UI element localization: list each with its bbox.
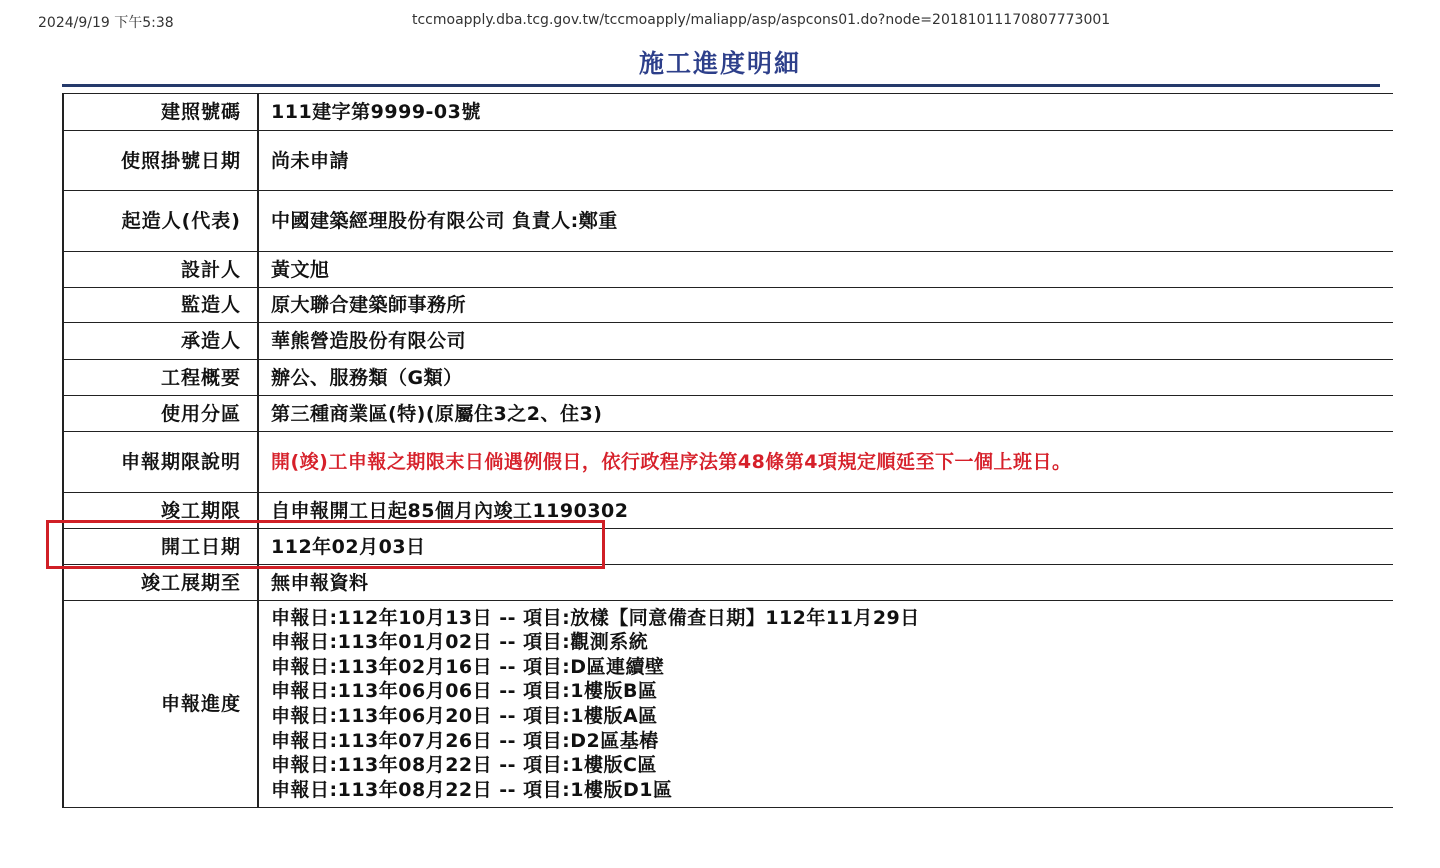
row-label: 使用分區 <box>63 396 258 432</box>
table-row <box>63 396 1393 432</box>
row-label: 工程概要 <box>63 360 258 396</box>
progress-item: 申報日:113年08月22日 -- 項目:1樓版D1區 <box>271 778 673 801</box>
row-value: 華熊營造股份有限公司 <box>258 323 1393 360</box>
page-title: 施工進度明細 <box>638 49 801 78</box>
progress-item: 申報日:113年02月16日 -- 項目:D區連續壁 <box>271 655 665 678</box>
table-row <box>63 601 1393 808</box>
row-label: 起造人(代表) <box>63 191 258 252</box>
progress-item: 申報日:113年08月22日 -- 項目:1樓版C區 <box>271 754 657 777</box>
table-row <box>63 565 1393 601</box>
table-row <box>63 252 1393 288</box>
table-row <box>63 131 1393 191</box>
print-date: 2024/9/19 下午5:38 <box>38 15 174 31</box>
page-url[interactable]: tccmoapply.dba.tcg.gov.tw/tccmoapply/maliapp/asp/aspcons01.do?node=20181011170807773001 <box>412 12 1111 28</box>
detail-table <box>62 93 1393 808</box>
row-label: 開工日期 <box>63 529 258 565</box>
row-value: 111建字第9999-03號 <box>258 94 1393 131</box>
row-value: 黃文旭 <box>258 252 1393 288</box>
row-label: 使照掛號日期 <box>63 131 258 191</box>
row-value: 原大聯合建築師事務所 <box>258 288 1393 323</box>
row-value: 無申報資料 <box>258 565 1393 601</box>
table-row <box>63 323 1393 360</box>
table-row <box>63 360 1393 396</box>
progress-item: 申報日:113年06月06日 -- 項目:1樓版B區 <box>271 680 658 703</box>
row-label: 承造人 <box>63 323 258 360</box>
progress-item: 申報日:113年07月26日 -- 項目:D2區基樁 <box>271 729 659 752</box>
deadline-notice: 開(竣)工申報之期限末日倘遇例假日，依行政程序法第48條第4項規定順延至下一個上班日。 <box>258 432 1393 493</box>
row-value: 尚未申請 <box>258 131 1393 191</box>
table-row <box>63 529 1393 565</box>
progress-item: 申報日:112年10月13日 -- 項目:放樣【同意備查日期】112年11月29日 <box>271 606 920 629</box>
row-label: 建照號碼 <box>63 94 258 131</box>
table-row <box>63 191 1393 252</box>
row-value: 第三種商業區(特)(原屬住3之2、住3) <box>258 396 1393 432</box>
row-value: 辦公、服務類（G類） <box>258 360 1393 396</box>
row-value: 中國建築經理股份有限公司 負責人:鄭重 <box>258 191 1393 252</box>
row-value: 自申報開工日起85個月內竣工1190302 <box>258 493 1393 529</box>
progress-item: 申報日:113年01月02日 -- 項目:觀測系統 <box>271 631 649 654</box>
row-label: 申報進度 <box>63 601 258 808</box>
table-row <box>63 493 1393 529</box>
row-label: 竣工期限 <box>63 493 258 529</box>
start-date-value: 112年02月03日 <box>258 529 1393 565</box>
table-row <box>63 432 1393 493</box>
row-label: 竣工展期至 <box>63 565 258 601</box>
table-row <box>63 94 1393 131</box>
progress-list <box>258 601 1393 808</box>
row-label: 設計人 <box>63 252 258 288</box>
title-divider <box>62 84 1380 87</box>
table-row <box>63 288 1393 323</box>
row-label: 申報期限說明 <box>63 432 258 493</box>
row-label: 監造人 <box>63 288 258 323</box>
progress-item: 申報日:113年06月20日 -- 項目:1樓版A區 <box>271 705 658 727</box>
